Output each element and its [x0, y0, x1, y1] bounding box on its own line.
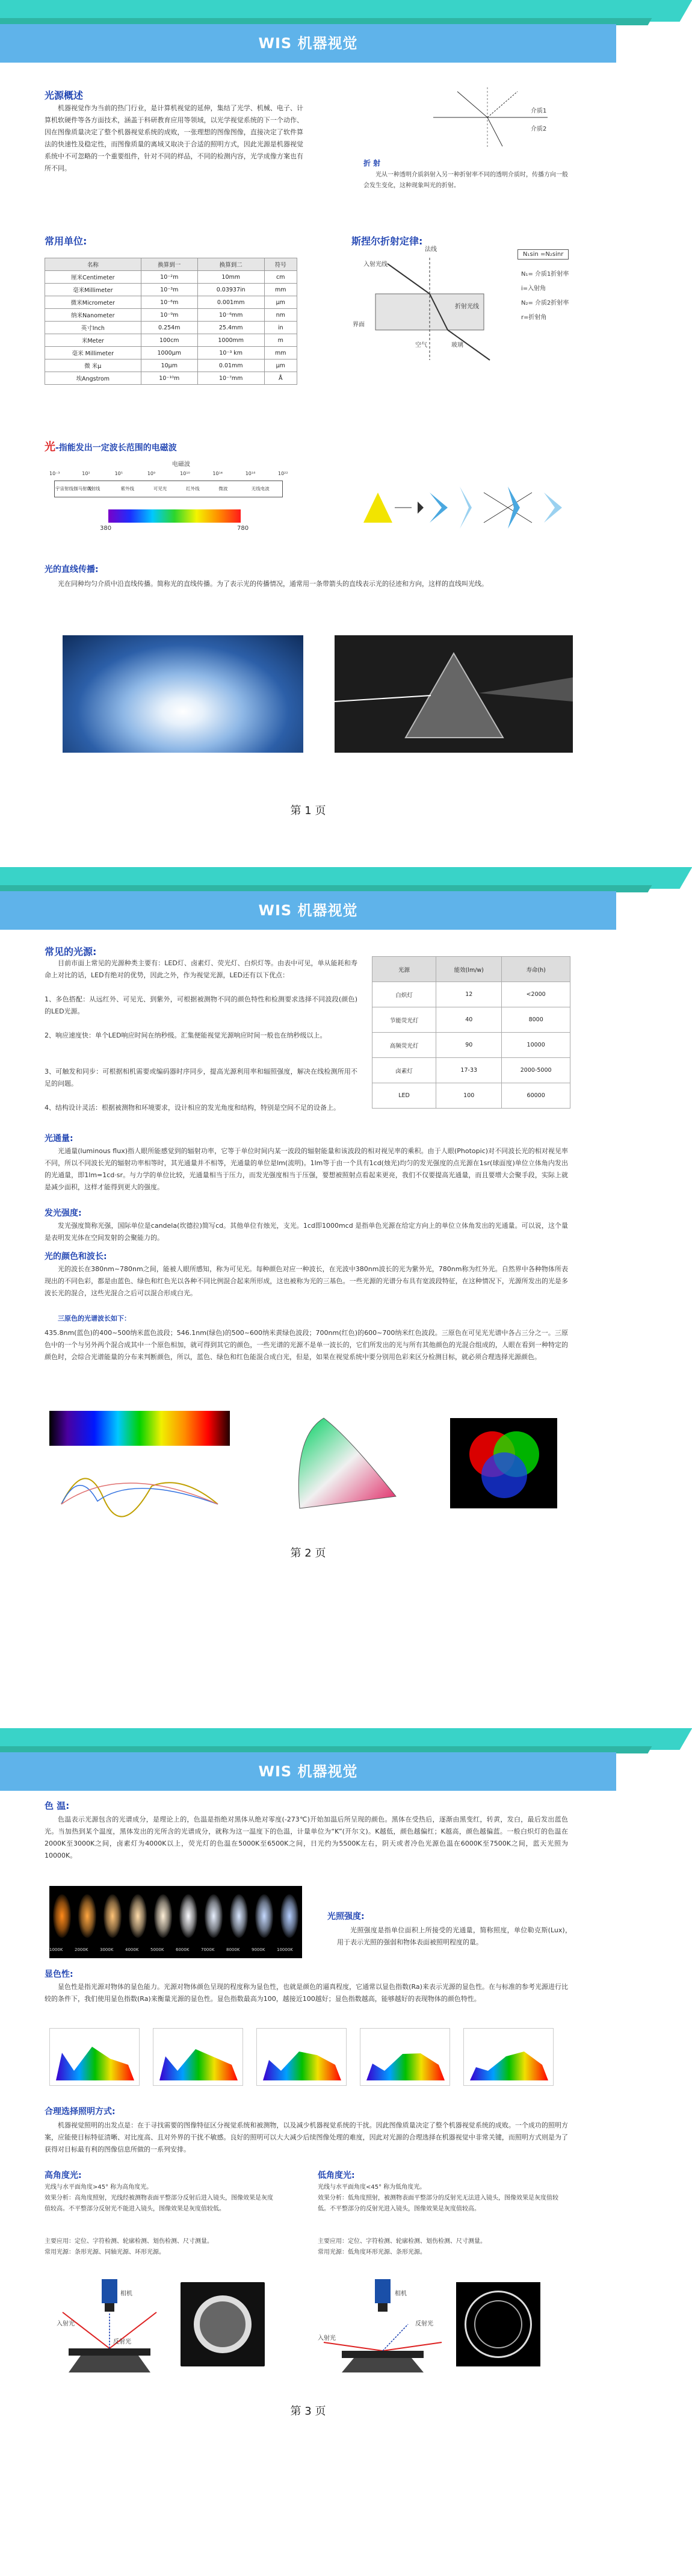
visible-spectrum — [108, 509, 241, 523]
medium-2-label: 介质2 — [531, 126, 547, 132]
units-header-cell: 符号 — [264, 258, 297, 271]
spectrum-tick: 10²² — [278, 471, 288, 476]
cie-chromaticity-diagram — [276, 1412, 413, 1514]
table-row — [372, 1083, 570, 1109]
prism-photo — [335, 635, 573, 753]
advantage-1: 1、多色搭配：从远红外、可见光、到紫外，可根据被测物不同的颜色特性和检测要求选择不同波段(颜色)的LED光源。 — [45, 995, 357, 1015]
spectrum-nm-left: 380 — [100, 525, 112, 532]
medium-1-label: 介质1 — [531, 108, 547, 114]
cri-plot — [49, 2028, 140, 2086]
table-cell: 0.001mm — [197, 296, 264, 309]
spectral-curves — [49, 1450, 230, 1510]
table-cell: 60000 — [502, 1083, 570, 1109]
table-cell: μm — [264, 296, 297, 309]
table-cell: mm — [264, 347, 297, 359]
table-cell: LED — [372, 1083, 436, 1109]
common-text: 目前市面上常见的光源种类主要有：LED灯、卤素灯、荧光灯、白炽灯等。由表中可见，单从能耗和寿命上对比的话，LED有绝对的优势，因此之外，作为视觉光源，LED还有以下优点： — [45, 959, 357, 979]
cri-text: 显色性是指光源对物体的显色能力。光源对物体颜色呈现的程度称为显色性，也就是颜色的逼真程度，它通常以显色指数(Ra)来表示光源的显色性。在与标准的参考光源进行比较的条件下，我们使用显色指数(Ra)来衡量光源的显色性。显色指数最高为100，越接近100越好；显色指数越高，能够越好的表现物体的颜色特性。 — [45, 1983, 568, 2003]
table-row — [45, 372, 297, 385]
page-3 — [0, 1728, 616, 2576]
cri-plot — [153, 2028, 243, 2086]
units-header-cell: 名称 — [45, 258, 141, 271]
bright-line-1: 光线与水平面角度>45° 称为高角度光。 — [45, 2184, 153, 2191]
illuminance-heading: 光照强度: — [327, 1912, 365, 1921]
lamp-compare-table — [372, 956, 570, 1109]
table-row — [45, 271, 297, 284]
dark-incident-label: 入射光 — [318, 2335, 336, 2342]
table-cell: 微米Micrometer — [45, 296, 141, 309]
table-cell: mm — [264, 284, 297, 296]
table-cell: 90 — [436, 1033, 502, 1058]
dark-reflected-label: 反射光 — [415, 2321, 433, 2327]
cri-spectrum-plots — [49, 2028, 567, 2088]
bright-field-result-image — [181, 2282, 265, 2366]
bright-reflected-label: 反射光 — [113, 2339, 131, 2345]
color-temp-label: 5000K — [150, 1947, 164, 1952]
table-cell: 0.254m — [141, 322, 197, 334]
table-cell: 厘米Centimeter — [45, 271, 141, 284]
table-cell: 微 米μ — [45, 359, 141, 372]
snell-item-3: N₂= 介质2折射率 — [521, 300, 569, 306]
banner-title: WIS 机器视觉 — [258, 902, 358, 919]
advantage-3: 3、可触发和同步：可根据相机需要或编码器时序同步，提高光源利用率和辐照强度，解决在线检测所用不足的问题。 — [45, 1068, 357, 1087]
table-row — [45, 347, 297, 359]
page-number: 第 3 页 — [290, 2405, 326, 2418]
table-row — [372, 1033, 570, 1058]
flux-text: 光通量(luminous flux)指人眼所能感觉到的辐射功率，它等于单位时间内某一波段的辐射能量和该波段的相对视见率的乘积。由于人眼(Photopic)对不同波长光的相对视见率不同，所以不同波长光的辐射功率相等时，其光通量并不相等，光通量的单位是lm(流明)。1lm等于由一个具有1cd(烛光)均匀的发光强度的点光源在1sr(球面度)单位立体角内发出的光通量，即1lm=1cd·sr。与力学的单位比较，光通量相当于压力，而发光强度相当于压强，要想被照射点看起来更亮，我们不仅要提高光通量，而且要增大会聚手段，实际上就是减少面积，这样才能得到更大的强度。 — [45, 1147, 568, 1191]
normal-label: 法线 — [425, 246, 437, 253]
table-cell: 0.03937in — [197, 284, 264, 296]
table-row — [45, 309, 297, 322]
cri-plot — [360, 2028, 450, 2086]
color-temp-label: 9000K — [252, 1947, 265, 1952]
table-cell: 10⁻³m — [141, 284, 197, 296]
page-2 — [0, 867, 616, 1728]
table-cell: Å — [264, 372, 297, 385]
dark-heading: 低角度光: — [318, 2171, 355, 2180]
color-text-2: 435.8nm(蓝色)的400~500纳米蓝色波段；546.1nm(绿色)的500~600纳米黄绿色波段；700nm(红色)的600~700纳米红色波段。三原色在可见光光谱中各占三分之一。三原色中的一个与另外两个混合成其中一个原色相加，就可得到其它的颜色，一些光谱的光源不是单一波长的，它们所发出的光与所有其他颜色的光混合组成的，人眼在看到一种特定的颜色时，会综合光谱能量的分布来判断颜色，所以，蓝色、绿色和红色能混合成白光，但是，如果在视觉系统中要分别用色彩来区分检测目标，就必须合理选择光源颜色。 — [45, 1329, 568, 1361]
snell-item-4: r=折射角 — [521, 314, 547, 321]
table-cell: 1000mm — [197, 334, 264, 347]
spectrum-band-label: 紫外线 — [120, 486, 135, 491]
table-row — [372, 982, 570, 1007]
color-temp-swatch — [129, 1894, 147, 1938]
lamp-header-cell: 光源 — [372, 957, 436, 982]
page-banner — [0, 867, 616, 930]
page-1 — [0, 0, 616, 843]
page-number: 第 2 页 — [290, 1547, 326, 1560]
snell-item-2: i=入射角 — [521, 285, 546, 292]
refraction-heading: 折 射 — [363, 159, 381, 167]
table-row — [45, 296, 297, 309]
illuminance-text: 光照强度是指单位面积上所接受的光通量，简称照度，单位勒克斯(Lux)，用于表示光照的强弱和物体表面被照明程度的量。 — [337, 1926, 572, 1946]
table-row — [45, 359, 297, 372]
spectrum-tick: 10⁹ — [147, 471, 156, 476]
sunbeam-photo — [63, 635, 303, 753]
banner-title: WIS 机器视觉 — [258, 35, 358, 52]
color-temp-swatch — [230, 1894, 248, 1938]
prism-lens-diagram — [363, 474, 580, 541]
spectrum-band-label: 微波 — [218, 486, 228, 491]
color-temp-label: 1000K — [49, 1947, 63, 1952]
color-temp-label: 2000K — [75, 1947, 88, 1952]
spectrum-band-label: 可见光 — [153, 486, 167, 491]
spectrum-tick: 10⁵ — [114, 471, 123, 476]
dark-camera-label: 相机 — [395, 2291, 407, 2297]
page-number: 第 1 页 — [290, 804, 326, 817]
cri-plot — [256, 2028, 347, 2086]
color-temp-label: 8000K — [226, 1947, 240, 1952]
table-cell: 10⁻³ km — [197, 347, 264, 359]
table-cell: 10⁻²m — [141, 271, 197, 284]
spectrum-strip — [49, 1411, 230, 1446]
table-cell: 英寸Inch — [45, 322, 141, 334]
table-row — [45, 322, 297, 334]
table-cell: 10⁻⁷mm — [197, 372, 264, 385]
table-cell: m — [264, 334, 297, 347]
units-table — [45, 258, 297, 385]
table-cell: 埃Angstrom — [45, 372, 141, 385]
table-cell: 40 — [436, 1007, 502, 1033]
units-header-cell: 换算到一 — [141, 258, 197, 271]
color-temp-swatch — [255, 1894, 273, 1938]
table-cell: 毫米Millimeter — [45, 284, 141, 296]
snell-diagram — [351, 252, 508, 366]
color-subheading: 三原色的光谱波长如下： — [58, 1314, 131, 1322]
intensity-heading: 发光强度: — [45, 1209, 82, 1218]
color-temp-label: 10000K — [277, 1947, 293, 1952]
table-cell: 节能荧光灯 — [372, 1007, 436, 1033]
table-cell: <2000 — [502, 982, 570, 1007]
banner-title: WIS 机器视觉 — [258, 1763, 358, 1780]
spectrum-title: 电磁波 — [172, 461, 190, 468]
dark-line-1: 光线与水平面角度<45° 称为低角度光。 — [318, 2184, 426, 2191]
table-cell: in — [264, 322, 297, 334]
table-cell: 纳米Nanometer — [45, 309, 141, 322]
spectrum-tick: 10¹⁸ — [245, 471, 256, 476]
color-heading: 光的颜色和波长: — [45, 1252, 107, 1262]
table-cell: 10mm — [197, 271, 264, 284]
dark-line-4: 常用光源：低角度环形光源、条形光源。 — [318, 2249, 426, 2256]
bright-incident-label: 入射光 — [57, 2321, 75, 2327]
bright-field-diagram — [45, 2276, 171, 2378]
table-cell: 10⁻⁹m — [141, 309, 197, 322]
snell-formula: N₁sin =N₂sinr — [517, 249, 569, 260]
color-temperature-strip — [49, 1886, 302, 1958]
cri-heading: 显色性: — [45, 1970, 73, 1979]
table-cell: 白炽灯 — [372, 982, 436, 1007]
table-row — [372, 1007, 570, 1033]
cri-plot — [463, 2028, 554, 2086]
glass-label: 玻璃 — [451, 342, 463, 349]
intensity-text: 发光强度简称光强，国际单位是candela(坎德拉)简写cd。其他单位有烛光，支光。1cd即1000mcd 是指单色光源在给定方向上的单位立体角发出的光通量。可以说，这个量是表明发光体在空间发射的会聚能力的。 — [45, 1222, 568, 1242]
advantage-2: 2、响应速度快：单个LED响应时间在纳秒级。汇集便能视觉光源响应时间一般也在纳秒级以上。 — [45, 1031, 327, 1039]
spectrum-bands — [54, 485, 283, 494]
color-temp-swatch — [103, 1894, 122, 1938]
advantage-4: 4、结构设计灵活：根据被测物和环境要求，设计相应的发光角度和结构，特别是空间不足的设备上。 — [45, 1104, 340, 1112]
lighting-heading: 合理选择照明方式: — [45, 2107, 116, 2117]
bright-line-4: 常用光源：条形光源、同轴光源、环形光源。 — [45, 2249, 165, 2256]
lighting-text: 机器视觉照明的出发点是：在于寻找需要的图像特征区分视觉系统和被测物，以及减少机器视觉系统的干扰。因此图像质量决定了整个机器视觉系统的成败。一个成功的照明方案，应能使目标特征清晰、对比度高、且对外界的干扰不敏感。良好的照明可以大大减少后续图像处理的难度，因此对光源的合理选择在机器视觉中非常关键，而照明方式则是为了获得对目标最有利的图像信息所做的一系列安排。 — [45, 2121, 568, 2153]
interface-label: 界面 — [353, 322, 365, 328]
spectrum-ticks — [49, 471, 288, 479]
units-heading: 常用单位: — [45, 235, 87, 247]
page-banner — [0, 0, 616, 63]
spectrum-tick: 10⁻³ — [49, 471, 60, 476]
table-row — [372, 1058, 570, 1083]
snell-item-1: N₁= 介质1折射率 — [521, 271, 569, 278]
spectrum-tick: 10² — [82, 471, 90, 476]
table-cell: 25.4mm — [197, 322, 264, 334]
bright-heading: 高角度光: — [45, 2171, 82, 2180]
spectrum-band-label: 红外线 — [186, 486, 200, 491]
table-cell: 10μm — [141, 359, 197, 372]
color-temp-swatch — [78, 1894, 96, 1938]
table-cell: 10⁻¹⁰m — [141, 372, 197, 385]
spectrum-tick: 10¹⁴ — [212, 471, 223, 476]
overview-text: 机器视觉作为当前的热门行业，是计算机视觉的延伸，集结了光学、机械、电子、计算机软硬件等各方面技术，涵盖于科研教育应用等领域，以光学视觉系统的下一个动作、因在图像质量决定了整个机器视觉系统的成败，一张理想的图像图像，直接决定了软件算法的快速性及稳定性，而图像质量的离域又取决于合适的照明方式，因此光源是机器视觉系统中不可忽略的一个重要组件，针对不同的样品，不同的检测内容，光学成像方案也有所不同。 — [45, 104, 303, 172]
rgb-color-circles — [450, 1418, 557, 1508]
page-banner — [0, 1728, 616, 1791]
table-cell: 100 — [436, 1083, 502, 1109]
bright-line-2: 效果分析：高角度照射，光线经被测物表面平整部分反射后进入镜头，图像效果是灰度值较高。不平整部分反射光不能进入镜头，图像效果是灰度值较低。 — [45, 2195, 273, 2212]
refracted-ray-label: 折射光线 — [455, 303, 479, 310]
table-cell: cm — [264, 271, 297, 284]
spectrum-nm-right: 780 — [237, 525, 249, 532]
color-temp-swatch — [53, 1894, 71, 1938]
incident-ray-label: 入射光线 — [363, 261, 388, 268]
table-cell: 100cm — [141, 334, 197, 347]
table-cell: μm — [264, 359, 297, 372]
table-cell: 米Meter — [45, 334, 141, 347]
dark-field-result-image — [456, 2282, 540, 2366]
table-cell: 8000 — [502, 1007, 570, 1033]
table-cell: 高频荧光灯 — [372, 1033, 436, 1058]
straight-text: 光在同种均匀介质中沿直线传播。简称光的直线传播。为了表示光的传播情况，通常用一条带箭头的直线表示光的径迹和方向，这样的直线叫光线。 — [58, 580, 488, 588]
color-text: 光的波长在380nm~780nm之间，能被人眼所感知，称为可见光。每种颜色对应一种波长，在光波中380nm波长的光为紫外光，780nm称为红外光。自然界中各种物体所表现出的不同色彩，都是由蓝色、绿色和红色光以各种不同比例混合起来所形成，这也被称为光的三基色。一些光源的光谱分布具有宽波段特征，在这种情况下，光源所发出的光是多波长光的混合，这些光混合之后可以混合形成白光。 — [45, 1265, 568, 1297]
units-header-cell: 换算到二 — [197, 258, 264, 271]
dark-line-2: 效果分析：低角度照射，被测物表面平整部分的反射光无法进入镜头，图像效果是灰度值较低。不平整部分的反射光进入镜头，图像效果是灰度值较高。 — [318, 2195, 558, 2212]
table-cell: 毫米 Millimeter — [45, 347, 141, 359]
dark-field-diagram — [318, 2276, 444, 2378]
table-cell: 1000μm — [141, 347, 197, 359]
color-temp-label: 3000K — [100, 1947, 114, 1952]
table-cell: 10⁻⁶mm — [197, 309, 264, 322]
table-cell: 17-33 — [436, 1058, 502, 1083]
light-heading: 光-指能发出一定波长范围的电磁波 — [45, 441, 177, 453]
color-temp-swatch — [205, 1894, 223, 1938]
common-heading: 常见的光源: — [45, 946, 97, 957]
color-temp-swatch — [154, 1894, 172, 1938]
color-temp-swatch — [280, 1894, 298, 1938]
bright-line-3: 主要应用：定位、字符检测、轮廓检测、划伤检测、尺寸测量。 — [45, 2238, 213, 2245]
flux-heading: 光通量: — [45, 1134, 73, 1143]
table-cell: nm — [264, 309, 297, 322]
dark-line-3: 主要应用：定位、字符检测、轮廓检测、划伤检测、尺寸测量。 — [318, 2238, 486, 2245]
table-cell: 0.01mm — [197, 359, 264, 372]
color-temp-swatch — [179, 1894, 197, 1938]
table-cell: 卤素灯 — [372, 1058, 436, 1083]
refraction-text: 光从一种透明介质斜射入另一种折射率不同的透明介质时，传播方向一般会发生变化，这种现象叫光的折射。 — [363, 172, 568, 189]
straight-heading: 光的直线传播: — [45, 565, 99, 574]
table-row — [45, 284, 297, 296]
table-cell: 12 — [436, 982, 502, 1007]
color-temp-label: 4000K — [125, 1947, 139, 1952]
spectrum-tick: 10¹⁰ — [180, 471, 190, 476]
spectrum-band-label: 宇宙射线伽马射线 — [55, 486, 91, 491]
color-temp-label: 6000K — [176, 1947, 190, 1952]
table-cell: 2000-5000 — [502, 1058, 570, 1083]
color-temp-label: 7000K — [201, 1947, 215, 1952]
overview-heading: 光源概述 — [45, 90, 84, 101]
spectrum-band-label: X射线 — [88, 486, 100, 491]
temp-text: 色温表示光源包含的光谱成分，是理论上的，色温是指绝对黑体从绝对零度(-273℃)开始加温后所呈现的颜色。黑体在受热后，逐渐由黑变红，转黄，发白，最后发出蓝色光。当加热到某个温度，黑体发出的光所含的光谱成分，就称为这一温度下的色温，计量单位为“K”(开尔文)。K越低，颜色越偏红；K越高，颜色越偏蓝。一般白炽灯的色温在2000K至3000K之间，卤素灯为4000K以上，荧光灯的色温在5000K至6500K之间，日光约为5500K左右，阴天或者冷色光源色温在6000K至7500K之间，蓝天光照为10000K。 — [45, 1815, 568, 1859]
bright-camera-label: 相机 — [120, 2291, 132, 2297]
lamp-header-cell: 能效(lm/w) — [436, 957, 502, 982]
lamp-header-cell: 寿命(h) — [502, 957, 570, 982]
air-label: 空气 — [415, 342, 427, 349]
snell-heading: 斯捏尔折射定律: — [351, 235, 423, 247]
table-cell: 10⁻⁶m — [141, 296, 197, 309]
table-cell: 10000 — [502, 1033, 570, 1058]
table-row — [45, 334, 297, 347]
spectrum-band-label: 无线电波 — [251, 486, 270, 491]
refraction-diagram — [421, 84, 560, 151]
temp-heading: 色 温: — [45, 1800, 70, 1811]
